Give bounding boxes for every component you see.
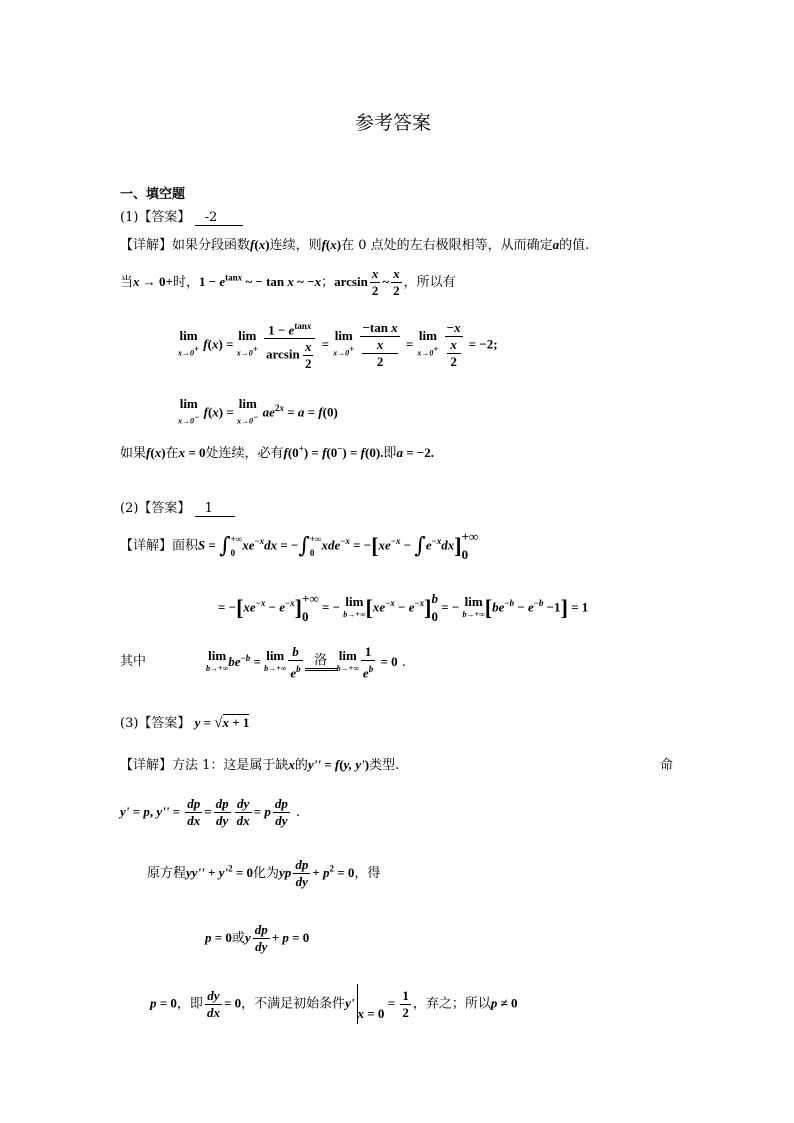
q1-conclude: 如果 bbox=[120, 446, 147, 461]
q1-left-limit: lim x→0− f(x) = lim x→0− $ae^{2x} = a = f(0)$ bbox=[178, 396, 338, 426]
q1-conclude-d: 即 bbox=[383, 446, 397, 461]
section-heading: 一、填空题 bbox=[120, 187, 186, 202]
q1-answer: -2 bbox=[195, 210, 243, 226]
detail-tag: 【详解】 bbox=[120, 238, 173, 253]
q3-de: ，得 bbox=[354, 866, 381, 881]
q2-where-formula: lim b→+∞ $be^{-b} = \lim$ b→+∞ $\frac{b}{e^b}$ 洛 lim b→+∞ $\frac{1}{e^b}$ = 0 . bbox=[206, 644, 406, 681]
q3-label: (3)【答案】 bbox=[120, 716, 191, 731]
q1-detail-text: 如果分段函数 bbox=[172, 238, 251, 253]
q1-answer-line bbox=[120, 206, 243, 226]
q1-so: ，所以有 bbox=[403, 275, 456, 290]
q2-area-line2: = $-[xe^{-x} - e^{-x}]+\infty$ 0 = − lim b→+∞ $[xe^{-x} - e^{-x}]b$ 0 = − lim b→+∞ $[be^{-b} - e^{-b} -1] = 1$ bbox=[218, 591, 589, 624]
q3-method-b: 的 bbox=[294, 758, 308, 773]
page-title: 参考答案 bbox=[355, 112, 432, 134]
q1-when-line: 当x → 0+时，$1 - e^{tanx}$ ~ − tan x ~ −x；arcsin $\frac{x}{2}$ ~ $\frac{x}{2}$ ，所以有 bbox=[120, 266, 456, 298]
q2-answer-line bbox=[120, 497, 235, 517]
q1-detail: 【详解】如果分段函数f(x)连续，则f(x)在 0 点处的左右极限相等，从而确定a的值. bbox=[120, 237, 590, 253]
q3-method-text: 方法 1：这是属于缺 bbox=[172, 758, 289, 773]
q2-area-line1: 【详解】面积S = ∫+∞ $0xe^{-x}dx$ = −∫+∞ $0xde^{-x} = -[xe^{-x} - \int e^{-x}dx]+\infty$ 0 bbox=[120, 529, 479, 562]
q1-conclusion: 如果f(x)在x = 0处连续，必有f(0+) = f(0−) = f(0).即a = −2. bbox=[120, 443, 435, 461]
q1-when: 当 bbox=[120, 275, 134, 290]
q1-label: (1)【答案】 bbox=[120, 210, 191, 225]
q3-orig-eq: 原方程$yy'' + y'^2 = 0$化为yp $\frac{dp}{dy}$ + $p^2 = 0$，得 bbox=[147, 857, 381, 889]
q2-label: (2)【答案】 bbox=[120, 501, 191, 516]
q3-method-c: 类型. bbox=[369, 758, 400, 773]
q1-right-limit: lim x→0+ f(x) = lim x→0+ $1 - e^{tanx}$ arcsin $\frac{x}{2}$ = lim x→0+ −tan x x 2 = lim x→0+ −x x 2 = −2; bbox=[178, 318, 498, 372]
q3-cond: ，不满足初始条件 bbox=[241, 996, 346, 1012]
q3-answer-line: (3)【答案】 y = √x + 1 bbox=[120, 715, 250, 731]
q3-discard: ，弃之；所以 bbox=[412, 996, 491, 1012]
q3-cases: p = 0或y $\frac{dp}{dy}$ + p = 0 bbox=[205, 922, 310, 954]
q1-when-b: 时， bbox=[172, 275, 199, 290]
q3-orig: 原方程 bbox=[147, 866, 187, 881]
q1-detail-text-c: 在 0 点处的左右极限相等，从而确定 bbox=[341, 238, 553, 253]
q1-conclude-b: 在 bbox=[165, 446, 179, 461]
q3-or: 或 bbox=[231, 931, 245, 946]
q1-conclude-c: 处连续，必有 bbox=[205, 446, 284, 461]
q1-sep: ； bbox=[321, 275, 335, 290]
q3-to: 化为 bbox=[253, 866, 280, 881]
q3-reject: p = 0，即 $\frac{dy}{dx}$ = 0，不满足初始条件y'x = 0 = $\frac{1}{2}$ ，弃之；所以p ≠ 0 bbox=[150, 984, 518, 1024]
detail-tag: 【详解】 bbox=[120, 758, 173, 773]
q3-ji: ，即 bbox=[176, 996, 203, 1012]
detail-tag: 【详解】 bbox=[120, 538, 173, 554]
q3-ming: 命 bbox=[660, 758, 674, 773]
q3-method: 【详解】方法 1：这是属于缺x的y'' = f(y, y')类型. bbox=[120, 757, 400, 773]
q3-substitution: y' = p, y'' = $\frac{dp}{dx}$ = $\frac{dp}{dy}$ $\frac{dy}{dx}$ = p $\frac{dp}{dy}$ . bbox=[120, 796, 301, 828]
q2-area: 面积 bbox=[172, 538, 199, 554]
q2-where: 其中 bbox=[120, 654, 147, 669]
q2-answer: 1 bbox=[195, 501, 235, 517]
lhopital-rule: 洛 bbox=[305, 654, 337, 671]
q1-detail-text-d: 的值. bbox=[559, 238, 590, 253]
q1-detail-text-b: 连续，则 bbox=[269, 238, 322, 253]
